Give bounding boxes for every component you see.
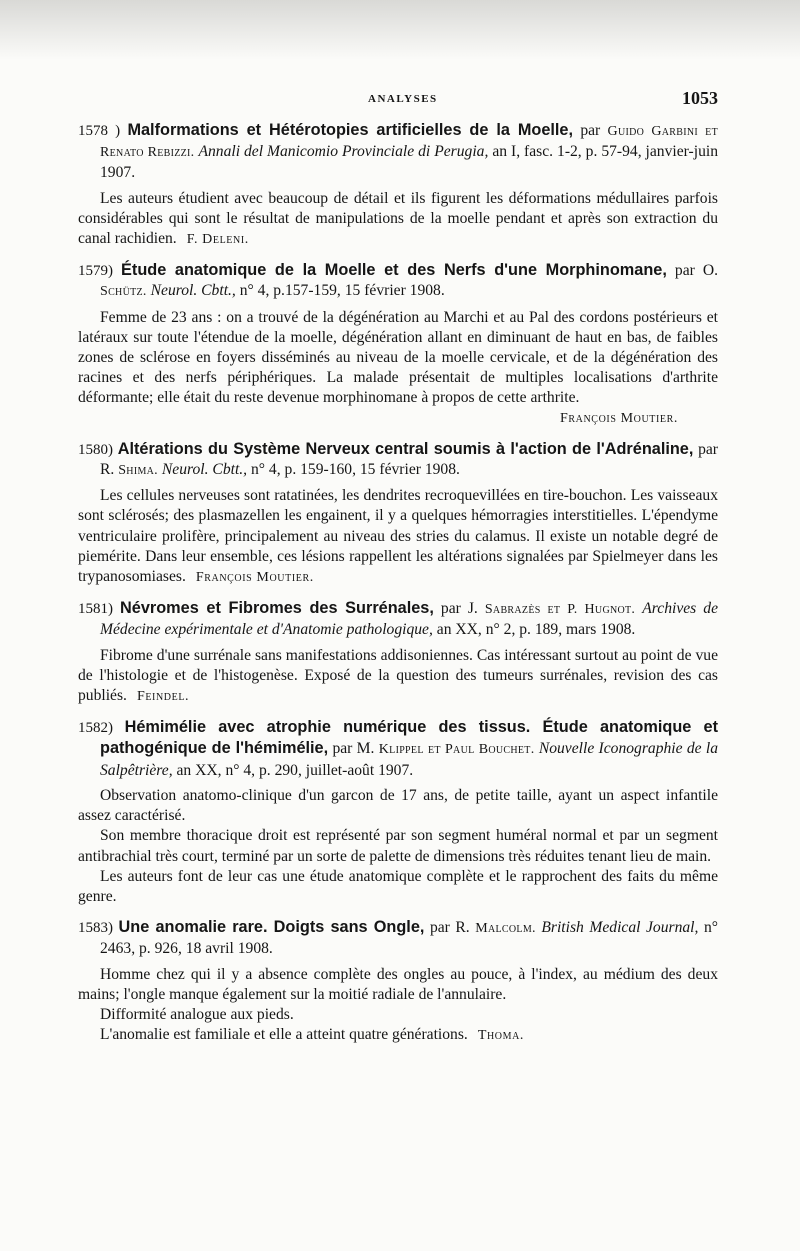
running-head: ANALYSES (368, 93, 438, 105)
paragraph-text: L'anomalie est familiale et elle a atteint quatre générations. (100, 1026, 468, 1044)
entry-by: par R. (429, 919, 470, 937)
abstract-entry (78, 917, 718, 1046)
entry-number: 1583) (78, 920, 113, 937)
paragraph-text: Fibrome d'une surrénale sans manifestations addisoniennes. Cas intéressant surtout au point de vue de l'histologie et de l'histogenèse. Exposé de la question des tumeurs surrénales, revision des cas publiés. (78, 646, 718, 705)
entry-title: Une anomalie rare. Doigts sans Ongle, (118, 918, 425, 937)
entry-paragraph (78, 486, 718, 588)
entry-heading (78, 439, 718, 481)
entry-paragraph: Femme de 23 ans : on a trouvé de la dégénération au Marchi et au Pal des cordons postérieurs et latéraux sur toute l'étendue de la moelle, dégénération allant en diminuant de haut en bas, de faibles zones de sclérose en foyers disséminés au niveau de la moelle cervicale, et de la dégénération des racines et des nerfs périphériques. La malade présentait de multiples localisations d'arthrite déformante; elle était du reste devenue morphinomane à propos de cette arthrite. (78, 308, 718, 407)
entry-title: Altérations du Système Nerveux central soumis à l'action de l'Adrénaline, (117, 439, 694, 458)
entry-journal: British Medical Journal, (541, 919, 699, 937)
entry-journal: Archives de Médecine expérimentale et d'Anatomie pathologique, (100, 600, 718, 639)
article-column (78, 120, 718, 1056)
entry-by: par M. (332, 740, 375, 758)
entry-by: par R. (100, 440, 718, 479)
entry-title: Malformations et Hétérotopies artificielles de la Moelle, (127, 121, 574, 139)
entry-reference: an XX, n° 4, p. 290, juillet-août 1907. (176, 761, 414, 779)
entry-reference: n° 4, p.157-159, 15 février 1908. (239, 282, 445, 300)
entry-number: 1579) (78, 263, 113, 280)
reviewer-signature: François Moutier. (195, 570, 314, 586)
entry-reference: an I, fasc. 1-2, p. 57-94, janvier-juin 1907. (100, 143, 718, 182)
page-shadow (0, 0, 800, 60)
entry-authors: Shima. (118, 463, 158, 479)
abstract-entry (78, 598, 718, 707)
entry-paragraph: Homme chez qui il y a absence complète des ongles au pouce, à l'index, au médium des deux mains; l'ongle manque également sur la moitié radiale de l'annulaire. (78, 965, 718, 1003)
page-header (78, 88, 718, 112)
entry-reference: n° 2463, p. 926, 18 avril 1908. (100, 919, 718, 958)
entry-journal: Neurol. Cbtt., (150, 282, 236, 300)
entry-by: par (580, 122, 601, 139)
entry-title: Étude anatomique de la Moelle et des Nerfs d'une Morphinomane, (121, 261, 667, 280)
entry-by: par J. (440, 600, 478, 618)
entry-heading (78, 260, 718, 302)
entry-authors: Klippel et Paul Bouchet. (378, 742, 535, 758)
entry-title: Névromes et Fibromes des Surrénales, (120, 599, 434, 618)
page-number: 1053 (682, 88, 718, 108)
entry-heading (78, 598, 718, 640)
entry-number: 1582) (78, 720, 113, 737)
entry-by: par O. (674, 262, 718, 280)
reviewer-signature: F. Deleni. (186, 232, 249, 248)
entry-number: 1581) (78, 601, 113, 618)
entry-authors: Guido Garbini et Renato Rebizzi. (100, 124, 718, 161)
entry-paragraph: Son membre thoracique droit est représenté par son segment huméral normal et par un segment antibrachial très court, terminé par un sorte de palette de dimensions très réduites tenant lieu de main. (78, 827, 718, 865)
entry-paragraph: Difformité analogue aux pieds. (100, 1005, 294, 1023)
entry-heading (78, 717, 718, 781)
entry-heading (78, 917, 718, 959)
entry-journal: Neurol. Cbtt., (161, 461, 248, 479)
reviewer-signature: François Moutier. (560, 410, 678, 426)
entry-authors: Schütz. (100, 284, 147, 300)
reviewer-signature: Thoma. (477, 1028, 525, 1044)
entry-authors: Sabrazès et P. Hugnot. (484, 602, 636, 618)
entry-paragraph (78, 189, 718, 251)
abstract-entry (78, 717, 718, 907)
entry-heading (78, 120, 718, 184)
entry-paragraph: Observation anatomo-clinique d'un garcon de 17 ans, de petite taille, ayant un aspect infantile assez caractérisé. (78, 786, 718, 825)
entry-paragraph: Les auteurs font de leur cas une étude anatomique complète et le rapprochent des faits du même genre. (78, 867, 718, 905)
abstract-entry (78, 439, 718, 588)
entry-number: 1580) (78, 441, 113, 458)
entry-number: 1578 ) (78, 123, 121, 139)
entry-authors: Malcolm. (475, 921, 536, 937)
entry-reference: n° 4, p. 159-160, 15 février 1908. (251, 461, 460, 479)
entry-title: Hémimélie avec atrophie numérique des tissus. Étude anatomique et pathogénique de l'hémimélie, (100, 718, 718, 758)
abstract-entry (78, 260, 718, 429)
entry-paragraph (78, 646, 718, 708)
paragraph-text: Les auteurs étudient avec beaucoup de détail et ils figurent les déformations médullaires parfois considérables qui sont le résultat de manipulations de la moelle pendant et après son extraction du canal rachidien. (78, 189, 718, 248)
entry-journal: Annali del Manicomio Provinciale di Perugia, (198, 143, 489, 161)
entry-journal: Nouvelle Iconographie de la Salpêtrière, (100, 740, 719, 779)
entry-paragraph (78, 1025, 718, 1046)
reviewer-signature: Feindel. (136, 689, 190, 705)
paragraph-text: Les cellules nerveuses sont ratatinées, les dendrites recroquevillées en tire-bouchon. Les vaisseaux sont sclérosés; des plasmazellen les engainent, il y a quelques hémorragies interstitielles. L'épendyme ventriculaire prolifère, principalement au niveau des stries du calamus. Il existe un notable degré de piemérite. Dans leur ensemble, ces lésions rappellent les altérations signalées par Spielmeyer dans les trypanosomiases. (78, 487, 718, 586)
abstract-entry (78, 120, 718, 250)
entry-reference: an XX, n° 2, p. 189, mars 1908. (436, 621, 636, 639)
